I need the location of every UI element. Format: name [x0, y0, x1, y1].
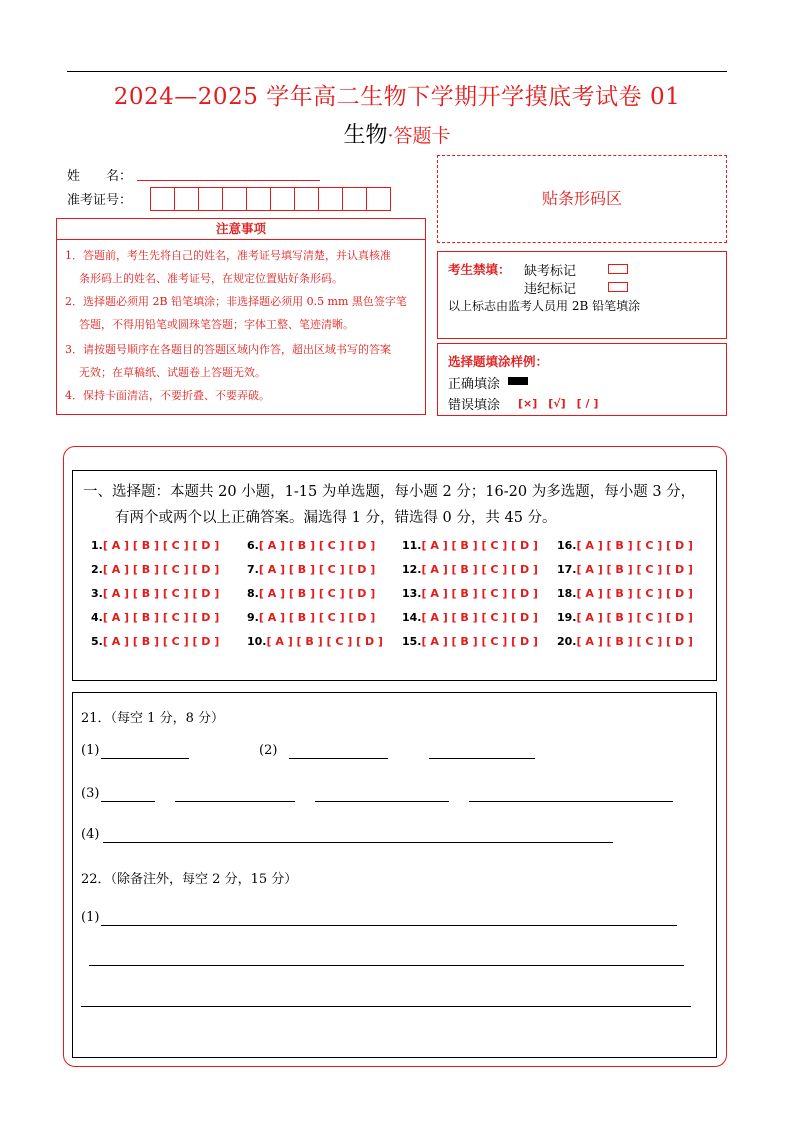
- violation-label: 违纪标记: [524, 282, 577, 297]
- examiner-only-title: 考生禁填：: [448, 262, 511, 277]
- q22-part1-label: (1): [81, 910, 100, 925]
- id-digit-box[interactable]: [270, 187, 295, 211]
- q21-answer-5[interactable]: [175, 801, 295, 802]
- answer-card-title: [0, 118, 794, 149]
- notice-item: 无效；在草稿纸、试题卷上答题无效。: [79, 366, 266, 379]
- fill-sample-box: [437, 343, 727, 416]
- notice-item: 3．请按题号顺序在各题目的答题区域内作答，超出区域书写的答案: [65, 343, 391, 356]
- notice-title: 注意事项: [56, 218, 426, 240]
- question-7[interactable]: 7.[ A ] [ B ] [ C ] [ D ]: [247, 563, 376, 576]
- examiner-note: 以上标志由监考人员用 2B 铅笔填涂: [448, 299, 641, 313]
- q22-title: 22．（除备注外，每空 2 分，15 分）: [81, 872, 298, 887]
- q21-answer-8[interactable]: [103, 842, 613, 843]
- q21-part1-label: (1): [81, 743, 100, 758]
- correct-fill-label: 正确填涂: [448, 377, 501, 392]
- id-label: 准考证号：: [67, 193, 133, 208]
- question-10[interactable]: 10.[ A ] [ B ] [ C ] [ D ]: [247, 635, 383, 648]
- fill-in-section: [72, 692, 717, 1058]
- exam-title: 2024—2025 学年高二生物下学期开学摸底考试卷 01: [113, 84, 681, 110]
- id-digit-box[interactable]: [246, 187, 271, 211]
- question-1[interactable]: 1.[ A ] [ B ] [ C ] [ D ]: [91, 539, 220, 552]
- question-6[interactable]: 6.[ A ] [ B ] [ C ] [ D ]: [247, 539, 376, 552]
- question-2[interactable]: 2.[ A ] [ B ] [ C ] [ D ]: [91, 563, 220, 576]
- question-15[interactable]: 15.[ A ] [ B ] [ C ] [ D ]: [402, 635, 538, 648]
- question-16[interactable]: 16.[ A ] [ B ] [ C ] [ D ]: [557, 539, 693, 552]
- q21-part2-label: (2): [259, 743, 278, 758]
- fill-sample-title: 选择题填涂样例：: [448, 354, 549, 369]
- question-20[interactable]: 20.[ A ] [ B ] [ C ] [ D ]: [557, 635, 693, 648]
- multiple-choice-section: [72, 470, 717, 681]
- id-digit-box[interactable]: [366, 187, 391, 211]
- violation-mark-box[interactable]: [608, 282, 628, 292]
- examiner-only-box: [437, 251, 727, 339]
- id-digit-box[interactable]: [198, 187, 223, 211]
- wrong-fill-samples: [×] [√] [ / ]: [518, 397, 599, 410]
- q21-part4-label: (4): [81, 827, 100, 842]
- notice-box: [56, 239, 426, 415]
- q22-answer-line-3[interactable]: [81, 1006, 691, 1007]
- id-digit-box[interactable]: [150, 187, 175, 211]
- notice-item: 4．保持卡面清洁，不要折叠、不要弄破。: [65, 389, 270, 402]
- question-17[interactable]: 17.[ A ] [ B ] [ C ] [ D ]: [557, 563, 693, 576]
- id-digit-box[interactable]: [222, 187, 247, 211]
- subject-label: 生物: [343, 123, 388, 148]
- id-digit-box[interactable]: [294, 187, 319, 211]
- id-digit-box[interactable]: [342, 187, 367, 211]
- card-label: ·答题卡: [387, 125, 451, 147]
- notice-item: 2．选择题必须用 2B 铅笔填涂；非选择题必须用 0.5 mm 黑色签字笔: [65, 295, 407, 308]
- notice-item: 答题，不得用铅笔或圆珠笔答题；字体工整、笔迹清晰。: [79, 318, 354, 331]
- name-label: 姓 名：: [67, 169, 133, 184]
- question-13[interactable]: 13.[ A ] [ B ] [ C ] [ D ]: [402, 587, 538, 600]
- q21-part3-label: (3): [81, 786, 100, 801]
- top-rule: [67, 71, 727, 72]
- correct-fill-sample: [508, 377, 528, 385]
- question-8[interactable]: 8.[ A ] [ B ] [ C ] [ D ]: [247, 587, 376, 600]
- mc-instructions-line2: 有两个或两个以上正确答案。漏选得 1 分，错选得 0 分，共 45 分。: [115, 510, 557, 526]
- q21-answer-6[interactable]: [315, 801, 449, 802]
- question-18[interactable]: 18.[ A ] [ B ] [ C ] [ D ]: [557, 587, 693, 600]
- question-14[interactable]: 14.[ A ] [ B ] [ C ] [ D ]: [402, 611, 538, 624]
- q21-title: 21．（每空 1 分，8 分）: [81, 711, 224, 726]
- id-digit-box[interactable]: [174, 187, 199, 211]
- q21-answer-7[interactable]: [469, 801, 673, 802]
- mc-instructions-line1: 一、选择题：本题共 20 小题，1-15 为单选题，每小题 2 分；16-20 为多选题，每小题 3 分，: [83, 484, 696, 500]
- absent-label: 缺考标记: [524, 264, 577, 279]
- question-11[interactable]: 11.[ A ] [ B ] [ C ] [ D ]: [402, 539, 538, 552]
- question-4[interactable]: 4.[ A ] [ B ] [ C ] [ D ]: [91, 611, 220, 624]
- question-5[interactable]: 5.[ A ] [ B ] [ C ] [ D ]: [91, 635, 220, 648]
- q21-answer-3[interactable]: [429, 758, 535, 759]
- q21-answer-4[interactable]: [101, 801, 155, 802]
- question-9[interactable]: 9.[ A ] [ B ] [ C ] [ D ]: [247, 611, 376, 624]
- barcode-area: 贴条形码区: [437, 155, 727, 243]
- notice-item: 条形码上的姓名、准考证号，在规定位置贴好条形码。: [79, 272, 343, 285]
- notice-item: 1．答题前，考生先将自己的姓名，准考证号填写清楚，并认真核准: [65, 249, 391, 262]
- wrong-fill-label: 错误填涂: [448, 398, 501, 413]
- question-3[interactable]: 3.[ A ] [ B ] [ C ] [ D ]: [91, 587, 220, 600]
- q21-answer-1[interactable]: [101, 758, 189, 759]
- q21-answer-2[interactable]: [289, 758, 388, 759]
- id-number-boxes[interactable]: [151, 187, 391, 211]
- name-field[interactable]: [137, 180, 320, 181]
- q22-answer-line-2[interactable]: [89, 965, 684, 966]
- q22-answer-line-1[interactable]: [101, 925, 677, 926]
- id-digit-box[interactable]: [318, 187, 343, 211]
- absent-mark-box[interactable]: [608, 264, 628, 274]
- question-19[interactable]: 19.[ A ] [ B ] [ C ] [ D ]: [557, 611, 693, 624]
- question-12[interactable]: 12.[ A ] [ B ] [ C ] [ D ]: [402, 563, 538, 576]
